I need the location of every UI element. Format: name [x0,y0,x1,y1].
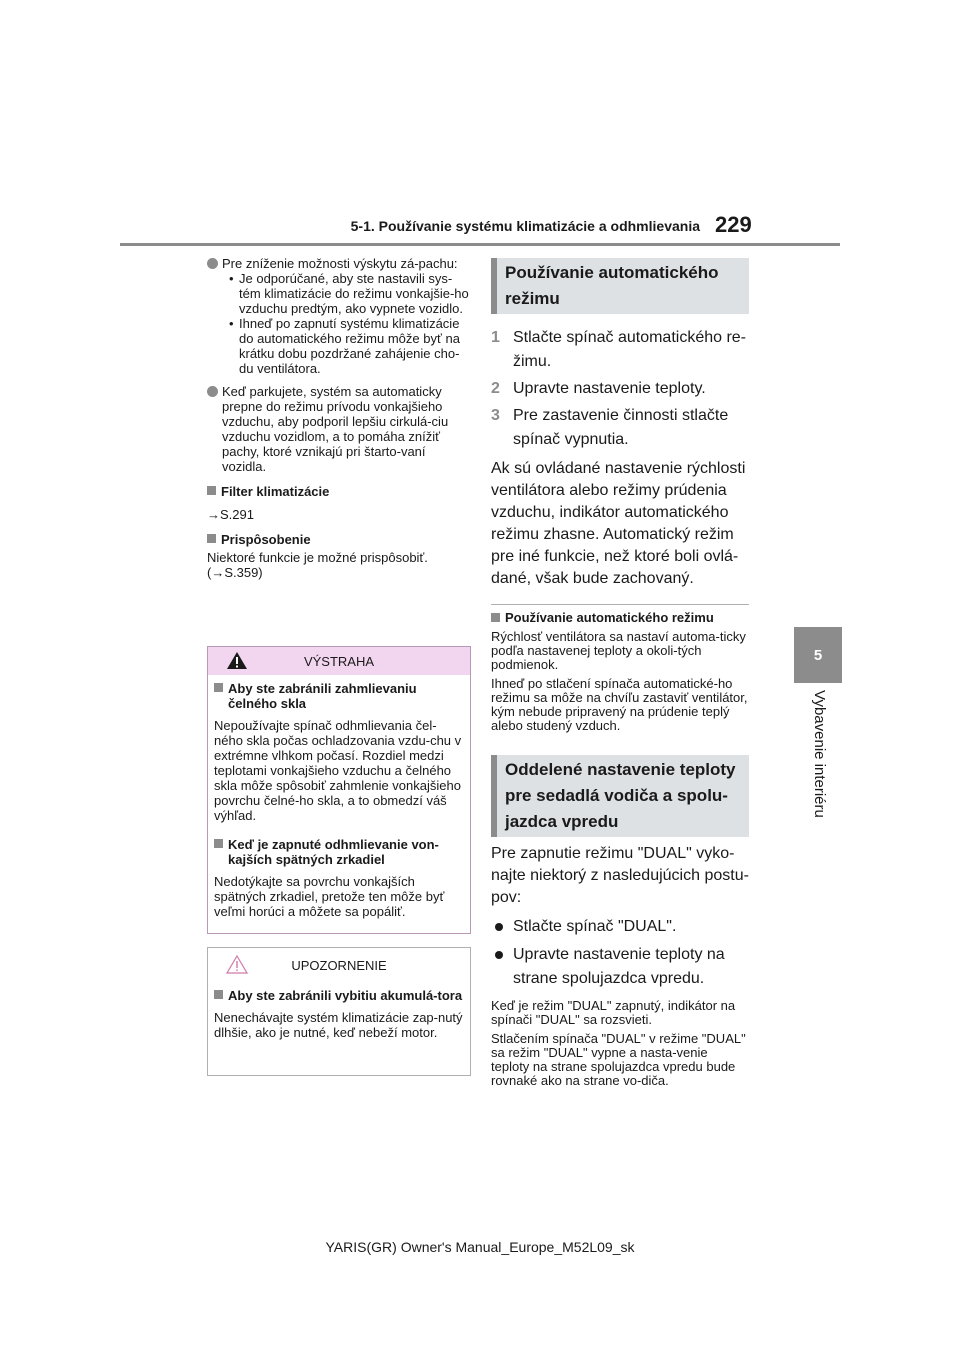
warning-item2-title: Keď je zapnuté odhmlievanie von-kajších spätných zrkadiel [214,837,464,867]
bullet-odor [207,256,469,376]
warning-item1-title: Aby ste zabránili zahmlievaniu čelného skla [214,681,464,711]
notice-item1-text: Nenechávajte systém klimatizácie zap-nutý dlhšie, ako je nutné, keď nebeží motor. [214,1010,463,1040]
step-2 [491,377,749,401]
bullet-odor-intro: Pre zníženie možnosti výskytu zá-pachu: [222,256,458,271]
caution-icon [226,955,248,974]
bullet-odor-sub1: • Je odporúčané, aby ste nastavili sys-tém klimatizácie do režimu vonkajšie-ho vzduchu predtým, ako vypnete vozidlo. [229,271,469,316]
step-1-text: Stlačte spínač automatického re-žimu. [513,329,747,370]
filter-reference: →S.291 [207,507,254,522]
step-2-number: 2 [491,380,500,397]
dual-mode-heading: Oddelené nastavenie teploty pre sedadlá vodiča a spolu-jazdca vpredu [491,755,749,837]
dual-option-1: Stlačte spínač "DUAL". [495,915,749,939]
chapter-title: Vybavenie interiéru [811,690,828,818]
filter-title: Filter klimatizácie [207,484,469,499]
auto-mode-info [491,604,749,733]
step-3-text: Pre zastavenie činnosti stlačte spínač vypnutia. [513,407,729,448]
notice-item1-title: Aby ste zabránili vybitiu akumulá-tora [214,988,464,1003]
notice-header [208,948,470,982]
chapter-tab: 5 [794,627,842,683]
step-3 [491,404,749,452]
notice-title: UPOZORNENIE [291,957,387,973]
customization-title: Prispôsobenie [207,532,469,547]
warning-box [207,646,471,934]
left-column [207,256,469,580]
header-divider [120,243,840,246]
warning-header [208,647,470,675]
warning-title: VÝSTRAHA [303,653,375,669]
auto-mode-paragraph: Ak sú ovládané nastavenie rýchlosti ventilátora alebo režimy prúdenia vzduchu, indikátor automatického režimu zhasne. Automatický režim pre iné funkcie, než ktoré boli ovlá-dané, však bude zachovaný. [491,460,746,587]
dual-option-2: Upravte nastavenie teploty na strane spolujazdca vpredu. [495,943,749,991]
step-3-number: 3 [491,407,500,424]
step-2-text: Upravte nastavenie teploty. [513,380,706,397]
auto-steps [491,326,749,452]
auto-info-title: Používanie automatického režimu [491,611,749,625]
dual-intro: Pre zapnutie režimu "DUAL" vyko-najte niektorý z nasledujúcich postu-pov: [491,845,749,906]
dual-note-2: Stlačením spínača "DUAL" v režime "DUAL" sa režim "DUAL" vypne a nasta-venie teploty na strane spolujazdca vpredu bude rovnaké ako na strane vo-diča. [491,1031,746,1088]
right-column [491,258,749,1088]
step-1-number: 1 [491,329,500,346]
warning-item2-text: Nedotýkajte sa povrchu vonkajších spätných zrkadiel, pretože ten môže byť veľmi horúci a môžete sa popáliť. [214,874,445,919]
bullet-parking-text: Keď parkujete, systém sa automaticky prepne do režimu prívodu vonkajšieho vzduchu, aby podporil lepšiu cirkulá-ciu vzduchu vozidlom, a to pomáha znížiť pachy, ktoré vznikajú pri štarto-vaní vozidla. [222,384,449,474]
notice-box [207,947,471,1076]
section-title: 5-1. Používanie systému klimatizácie a odhmlievania [350,218,700,234]
footer-text: YARIS(GR) Owner's Manual_Europe_M52L09_sk [325,1239,635,1255]
customization-text: Niektoré funkcie je možné prispôsobiť. (→S.359) [207,550,428,580]
bullet-parking [207,384,469,474]
warning-icon [226,651,248,670]
auto-info-text2: Ihneď po stlačení spínača automatické-ho režimu sa môže na chvíľu zastaviť ventilátor, kým nebude pripravený na prúdenie teplý alebo studený vzduch. [491,676,748,733]
bullet-odor-sub2: • Ihneď po zapnutí systému klimatizácie do automatického režimu môže byť na krátku dobu pozdržané zahájenie cho-du ventilátora. [229,316,469,376]
step-1 [491,326,749,374]
dual-note-1: Keď je režim "DUAL" zapnutý, indikátor na spínači "DUAL" sa rozsvieti. [491,998,736,1027]
auto-info-text1: Rýchlosť ventilátora sa nastaví automa-ticky podľa nastavenej teploty a okoli-tých podmienok. [491,629,746,672]
warning-item1-text: Nepoužívajte spínač odhmlievania čel-ného skla počas ochladzovania vzdu-chu v extrémne vlhkom počasí. Rozdiel medzi teplotami vonkajšieho vzduchu a čelného skla môže spôsobiť zahmlenie vonkajšieho povrchu čelné-ho skla, a to obmedzí váš výhľad. [214,718,462,823]
page-number: 229 [715,212,752,237]
auto-mode-heading: Používanie automatického režimu [491,258,749,314]
